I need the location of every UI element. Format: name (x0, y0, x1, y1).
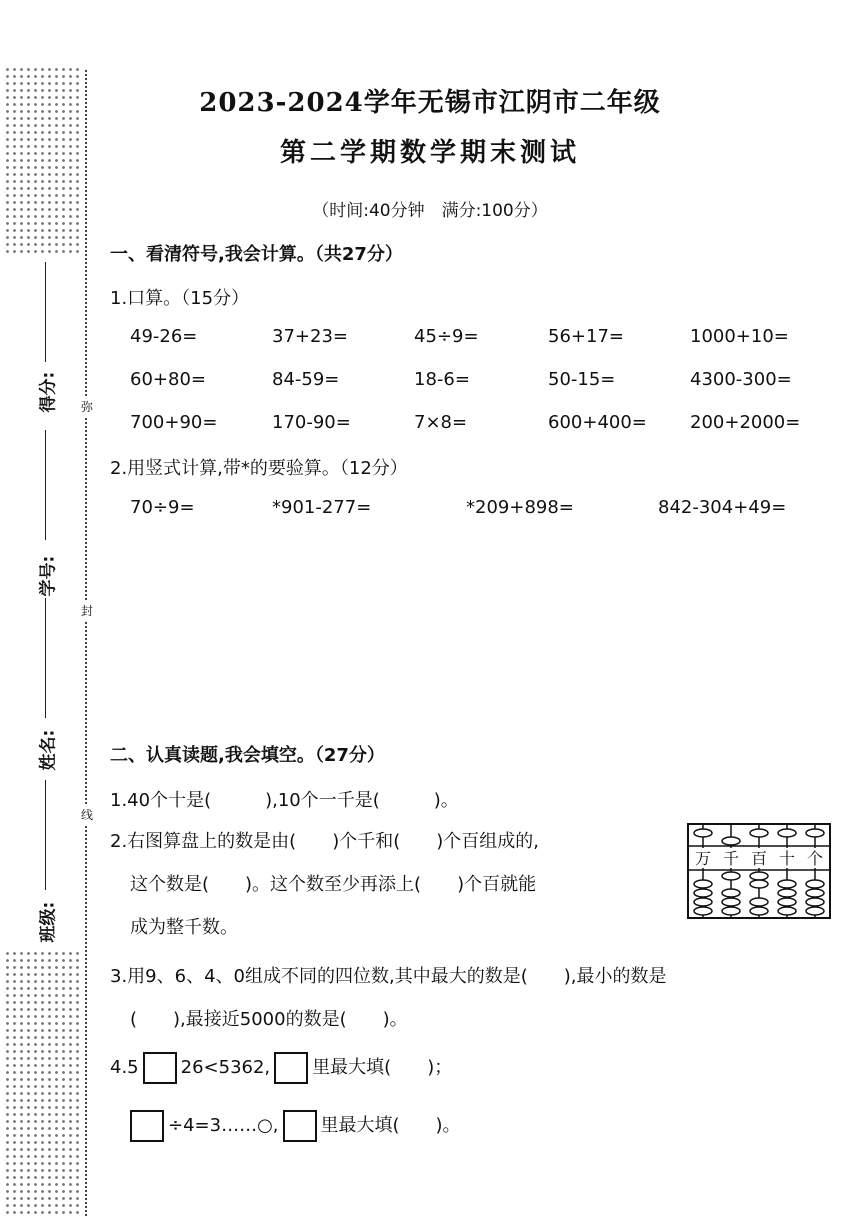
mental-math-item: 4300-300= (690, 369, 792, 390)
answer-box[interactable] (283, 1110, 317, 1142)
section2-q2-line1: 2.右图算盘上的数是由( )个千和( )个百组成的, (110, 831, 539, 852)
answer-box[interactable] (143, 1052, 177, 1084)
q4-prefix: 4.5 (110, 1057, 139, 1078)
section2-q4-b (130, 1110, 461, 1142)
mental-math-item: 600+400= (548, 412, 647, 433)
answer-box[interactable] (274, 1052, 308, 1084)
section2-heading: 二、认真读题,我会填空。（27分） (110, 745, 385, 766)
section2-q2-line3: 成为整千数。 (130, 917, 238, 938)
vertical-calc-item: *901-277= (272, 497, 372, 518)
section2-q3-line2: ( ),最接近5000的数是( )。 (130, 1009, 408, 1030)
fold-mark: 线 (81, 804, 93, 825)
answer-box[interactable] (130, 1110, 164, 1142)
mental-math-item: 1000+10= (690, 326, 789, 347)
section2-q3-line1: 3.用9、6、4、0组成不同的四位数,其中最大的数是( ),最小的数是 (110, 966, 667, 987)
mental-math-item: 60+80= (130, 369, 206, 390)
vertical-calc-item: *209+898= (466, 497, 574, 518)
mental-math-item: 56+17= (548, 326, 624, 347)
exam-title-line2: 第二学期数学期末测试 (279, 138, 580, 168)
mental-math-item: 49-26= (130, 326, 198, 347)
name-write-line[interactable] (45, 598, 46, 718)
section1-heading: 一、看清符号,我会计算。（共27分） (110, 244, 403, 265)
field-name-label: 姓名: (38, 729, 59, 771)
fold-mark: 弥 (81, 396, 93, 417)
q4b-question: 里最大填( )。 (320, 1115, 461, 1136)
class-write-line[interactable] (45, 780, 46, 890)
exam-title-line1: 2023-2024学年无锡市江阴市二年级 (199, 88, 661, 118)
mental-math-item: 700+90= (130, 412, 218, 433)
abacus-label-bai: 百 (750, 849, 768, 868)
abacus-label-shi: 十 (778, 849, 796, 868)
mental-math-item: 170-90= (272, 412, 351, 433)
q4b-expression: ÷4=3……○, (168, 1115, 279, 1136)
vertical-calc-item: 842-304+49= (658, 497, 787, 518)
section2-q2-line2: 这个数是( )。这个数至少再添上( )个百就能 (130, 874, 537, 895)
field-class-label: 班级: (38, 901, 59, 943)
q4-expression: 26<5362, (180, 1057, 271, 1078)
section2-q4-a (110, 1052, 452, 1084)
field-score-label: 得分: (38, 371, 59, 413)
score-write-line[interactable] (45, 262, 46, 362)
mental-math-item: 18-6= (414, 369, 470, 390)
abacus-label-wan: 万 (694, 849, 712, 868)
mental-math-item: 50-15= (548, 369, 616, 390)
exam-meta: （时间:40分钟 满分:100分） (312, 201, 548, 221)
mental-math-item: 37+23= (272, 326, 348, 347)
field-student-id-label: 学号: (38, 555, 59, 597)
vertical-calc-item: 70÷9= (130, 497, 195, 518)
abacus-diagram (686, 822, 832, 920)
abacus-label-qian: 千 (722, 849, 740, 868)
abacus-label-ge: 个 (806, 849, 824, 868)
section1-q2-title: 2.用竖式计算,带*的要验算。（12分） (110, 458, 408, 479)
fold-mark: 封 (81, 600, 93, 621)
section2-q1: 1.40个十是( ),10个一千是( )。 (110, 790, 459, 811)
student-id-write-line[interactable] (45, 430, 46, 540)
mental-math-item: 200+2000= (690, 412, 801, 433)
q4-question: 里最大填( )； (312, 1057, 453, 1078)
binding-dashed-line (85, 70, 87, 1216)
decorative-dot-pattern-bottom (4, 950, 80, 1216)
mental-math-item: 45÷9= (414, 326, 479, 347)
section1-q1-title: 1.口算。（15分） (110, 288, 250, 309)
mental-math-item: 84-59= (272, 369, 340, 390)
mental-math-item: 7×8= (414, 412, 468, 433)
